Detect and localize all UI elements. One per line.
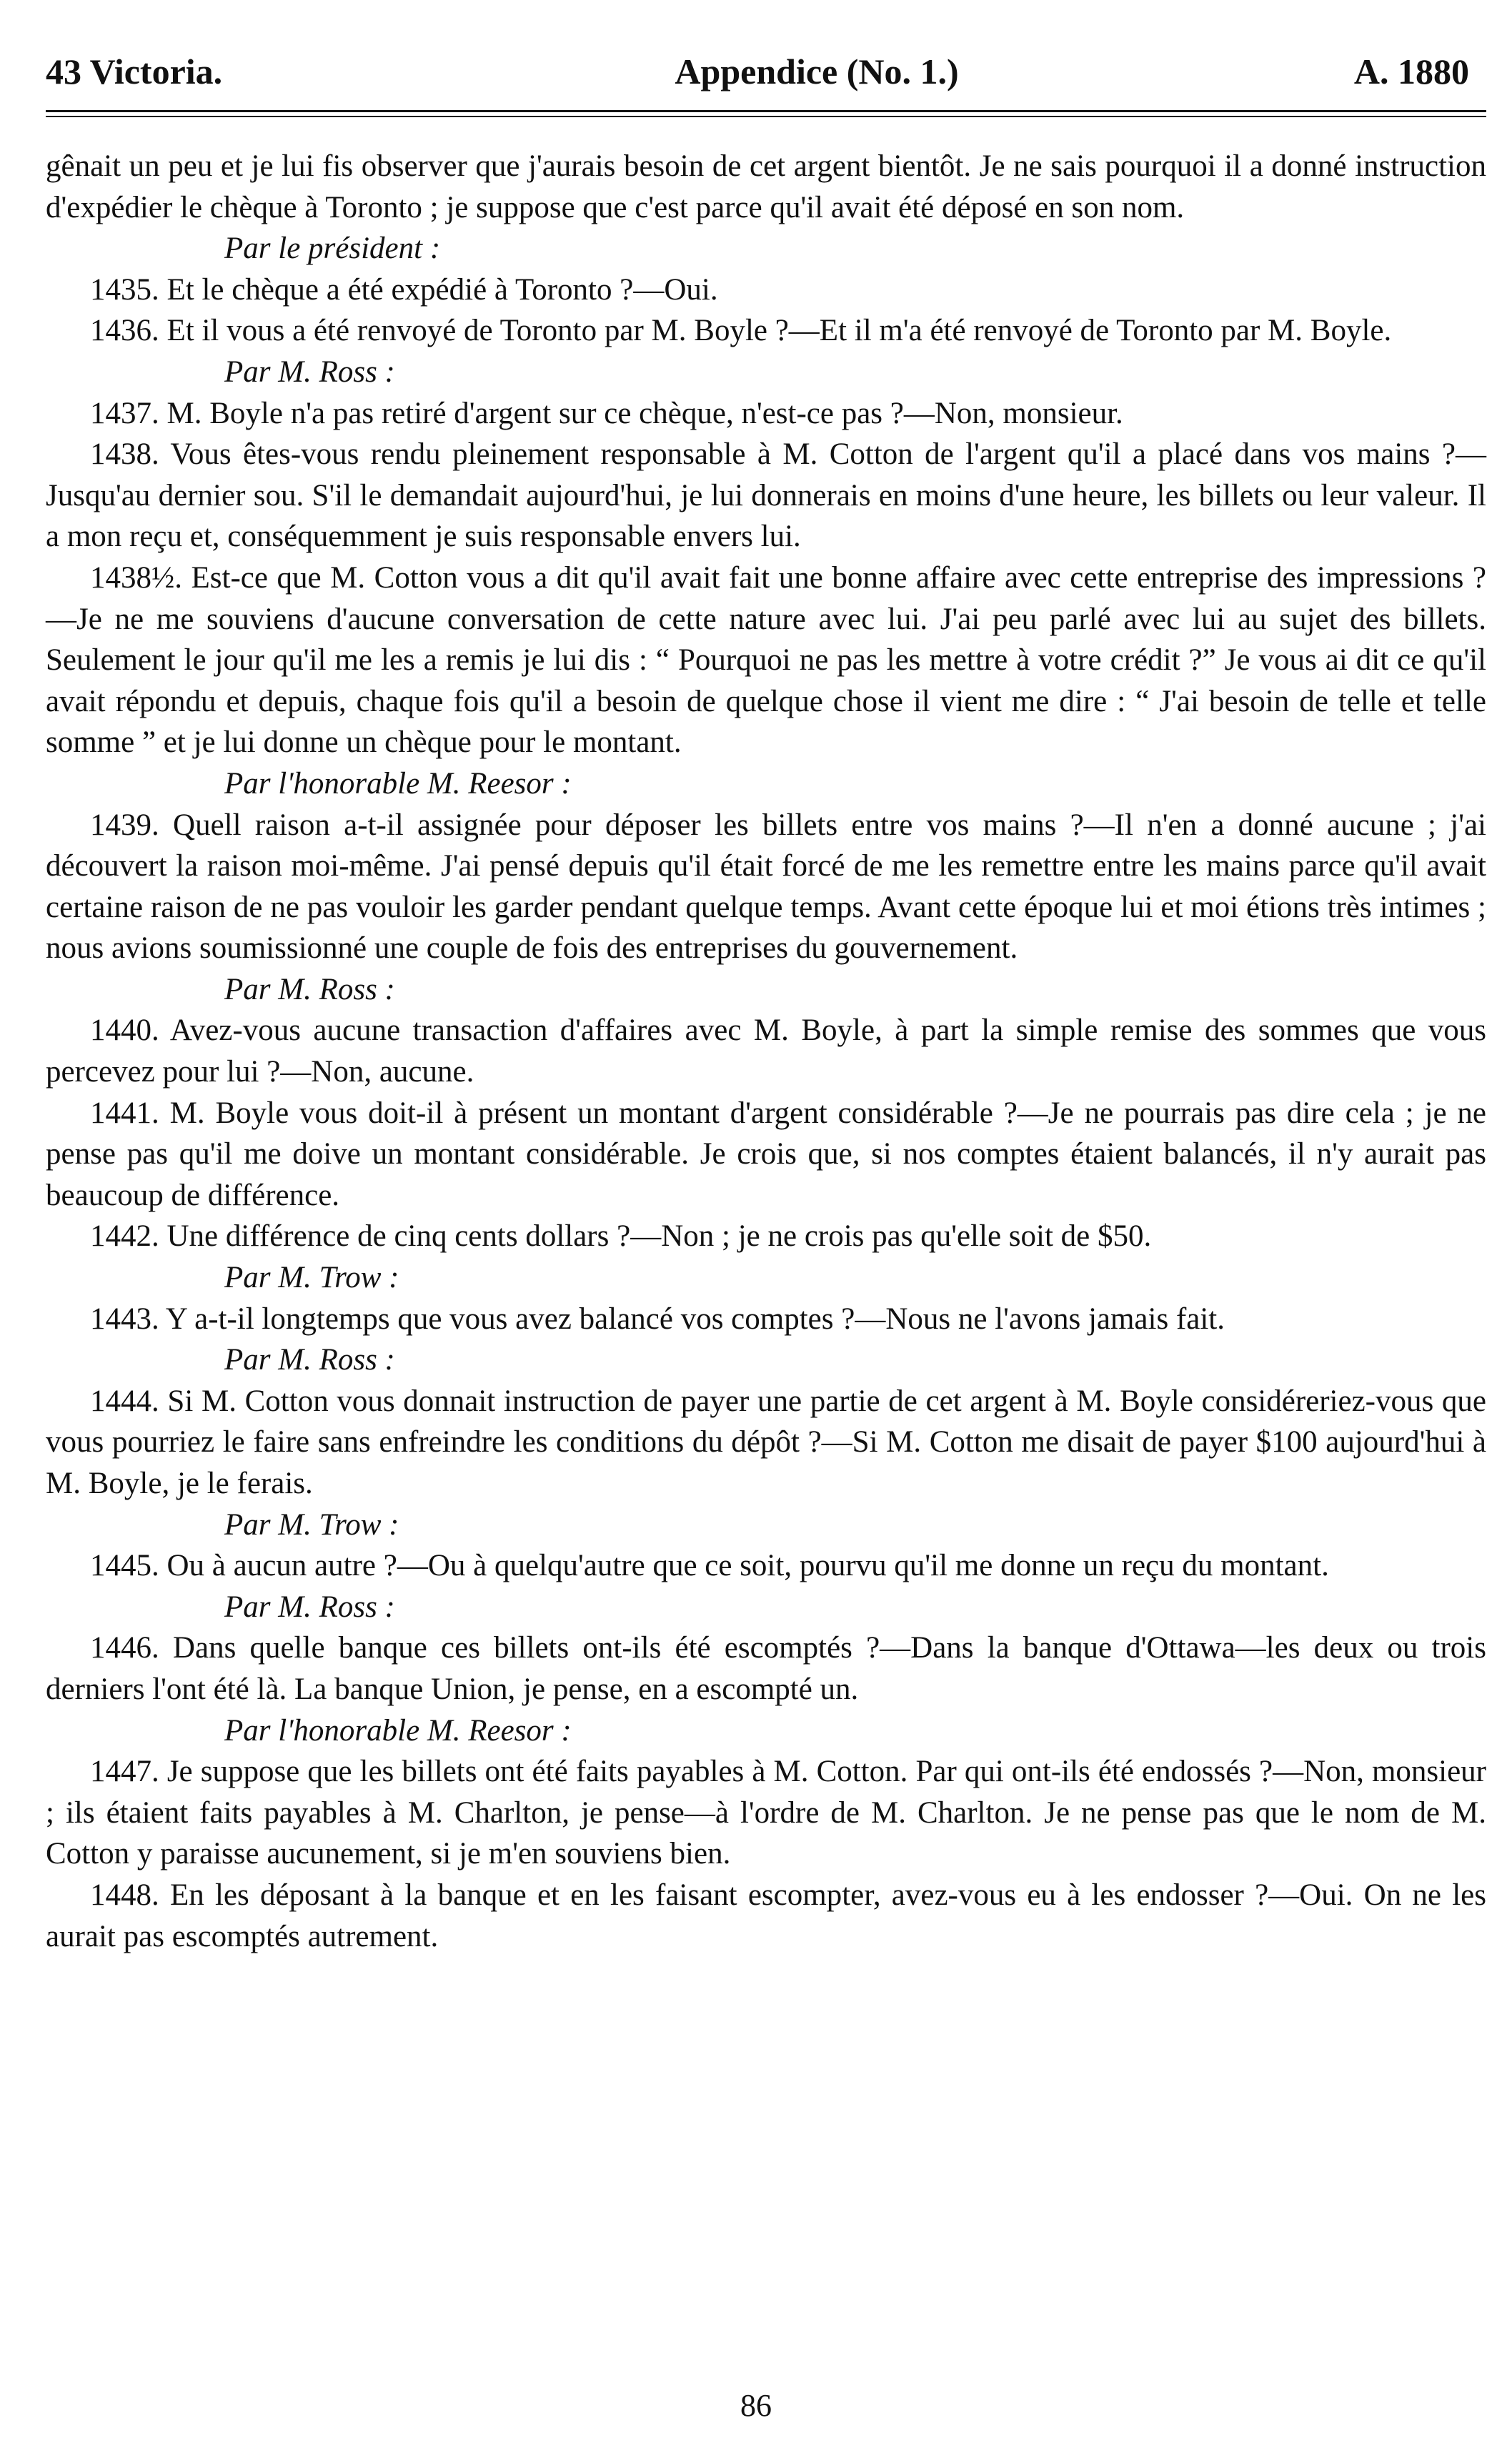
header-rule [46,110,1486,112]
speaker-heading: Par l'honorable M. Reesor : [224,766,572,801]
speaker-heading: Par M. Ross : [224,1343,395,1377]
page-number: 86 [740,2388,772,2423]
testimony-paragraph: 1438. Vous êtes-vous rendu pleinement responsable à M. Cotton de l'argent qu'il a placé dans vos mains ?—Jusqu'au dernier sou. S'il le demandait aujourd'hui, je lui donnerais en moins d'une heure, les billets ou leur valeur. Il a mon reçu et, conséquemment je suis responsable envers lui. [46,437,1486,554]
speaker-heading: Par l'honorable M. Reesor : [224,1713,572,1748]
header-rule-secondary [46,116,1486,117]
testimony-paragraph: 1436. Et il vous a été renvoyé de Toronto par M. Boyle ?—Et il m'a été renvoyé de Toronto par M. Boyle. [90,314,1392,348]
speaker-heading: Par M. Ross : [224,355,395,389]
testimony-paragraph: 1439. Quell raison a-t-il assignée pour déposer les billets entre vos mains ?—Il n'en a donné aucune ; j'ai découvert la raison moi-même. J'ai pensé depuis qu'il était forcé de me les remettre entre les mains parce qu'il avait certaine raison de ne pas vouloir les garder pendant quelque temps. Avant cette époque lui et moi étions très intimes ; nous avions soumissionné une couple de fois des entreprises du gouvernement. [46,808,1486,966]
testimony-paragraph: 1447. Je suppose que les billets ont été faits payables à M. Cotton. Par qui ont-ils été endossés ?—Non, monsieur ; ils étaient faits payables à M. Charlton, je pense—à l'ordre de M. Charlton. Je ne pense pas que le nom de M. Cotton y paraisse aucunement, si je m'en souviens bien. [46,1755,1486,1871]
speaker-heading: Par M. Trow : [224,1261,399,1295]
header-year: A. 1880 [1353,51,1469,91]
testimony-paragraph: 1438½. Est-ce que M. Cotton vous a dit qu'il avait fait une bonne affaire avec cette entreprise des impressions ?—Je ne me souviens d'aucune conversation de cette nature avec lui. J'ai peu parlé avec lui au sujet des billets. Seulement le jour qu'il me les a remis je lui dis : “ Pourquoi ne pas les mettre à votre crédit ?” Je vous ai dit ce qu'il avait répondu et depuis, chaque fois qu'il a besoin de quelque chose il vient me dire : “ J'ai besoin de telle et telle somme ” et je lui donne un chèque pour le montant. [46,560,1486,760]
speaker-heading: Par M. Trow : [224,1507,399,1542]
testimony-paragraph: 1440. Avez-vous aucune transaction d'affaires avec M. Boyle, à part la simple remise des sommes que vous percevez pour lui ?—Non, aucune. [46,1014,1486,1089]
testimony-paragraph: 1448. En les déposant à la banque et en les faisant escompter, avez-vous eu à les endosser ?—Oui. On ne les aurait pas escomptés autrement. [46,1878,1486,1953]
speaker-heading: Par M. Ross : [224,972,395,1006]
testimony-paragraph: 1441. M. Boyle vous doit-il à présent un montant d'argent considérable ?—Je ne pourrais pas dire cela ; je ne pense pas qu'il me doive un montant considérable. Je crois que, si nos comptes étaient balancés, il n'y aurait pas beaucoup de différence. [46,1096,1486,1212]
testimony-paragraph: 1446. Dans quelle banque ces billets ont-ils été escomptés ?—Dans la banque d'Ottawa—les deux ou trois derniers l'ont été là. La banque Union, je pense, en a escompté un. [46,1631,1486,1706]
testimony-paragraph: 1443. Y a-t-il longtemps que vous avez balancé vos comptes ?—Nous ne l'avons jamais fait. [90,1302,1225,1336]
document-body [46,146,1486,1957]
testimony-paragraph: 1442. Une différence de cinq cents dollars ?—Non ; je ne crois pas qu'elle soit de $50. [90,1219,1152,1254]
body-paragraph: gênait un peu et je lui fis observer que j'aurais besoin de cet argent bientôt. Je ne sais pourquoi il a donné instruction d'expédier le chèque à Toronto ; je suppose que c'est parce qu'il avait été déposé en son nom. [46,149,1486,224]
header-volume: 43 Victoria. [46,51,223,91]
testimony-paragraph: 1437. M. Boyle n'a pas retiré d'argent sur ce chèque, n'est-ce pas ?—Non, monsieur. [90,396,1123,430]
testimony-paragraph: 1435. Et le chèque a été expédié à Toronto ?—Oui. [90,272,718,307]
header-appendix: Appendice (No. 1.) [675,51,959,91]
speaker-heading: Par M. Ross : [224,1590,395,1624]
running-header [46,51,1486,91]
testimony-paragraph: 1445. Ou à aucun autre ?—Ou à quelqu'autre que ce soit, pourvu qu'il me donne un reçu du montant. [90,1549,1329,1583]
testimony-paragraph: 1444. Si M. Cotton vous donnait instruction de payer une partie de cet argent à M. Boyle considéreriez-vous que vous pourriez le faire sans enfreindre les conditions du dépôt ?—Si M. Cotton me disait de payer $100 aujourd'hui à M. Boyle, je le ferais. [46,1384,1486,1500]
speaker-heading: Par le président : [224,232,441,266]
